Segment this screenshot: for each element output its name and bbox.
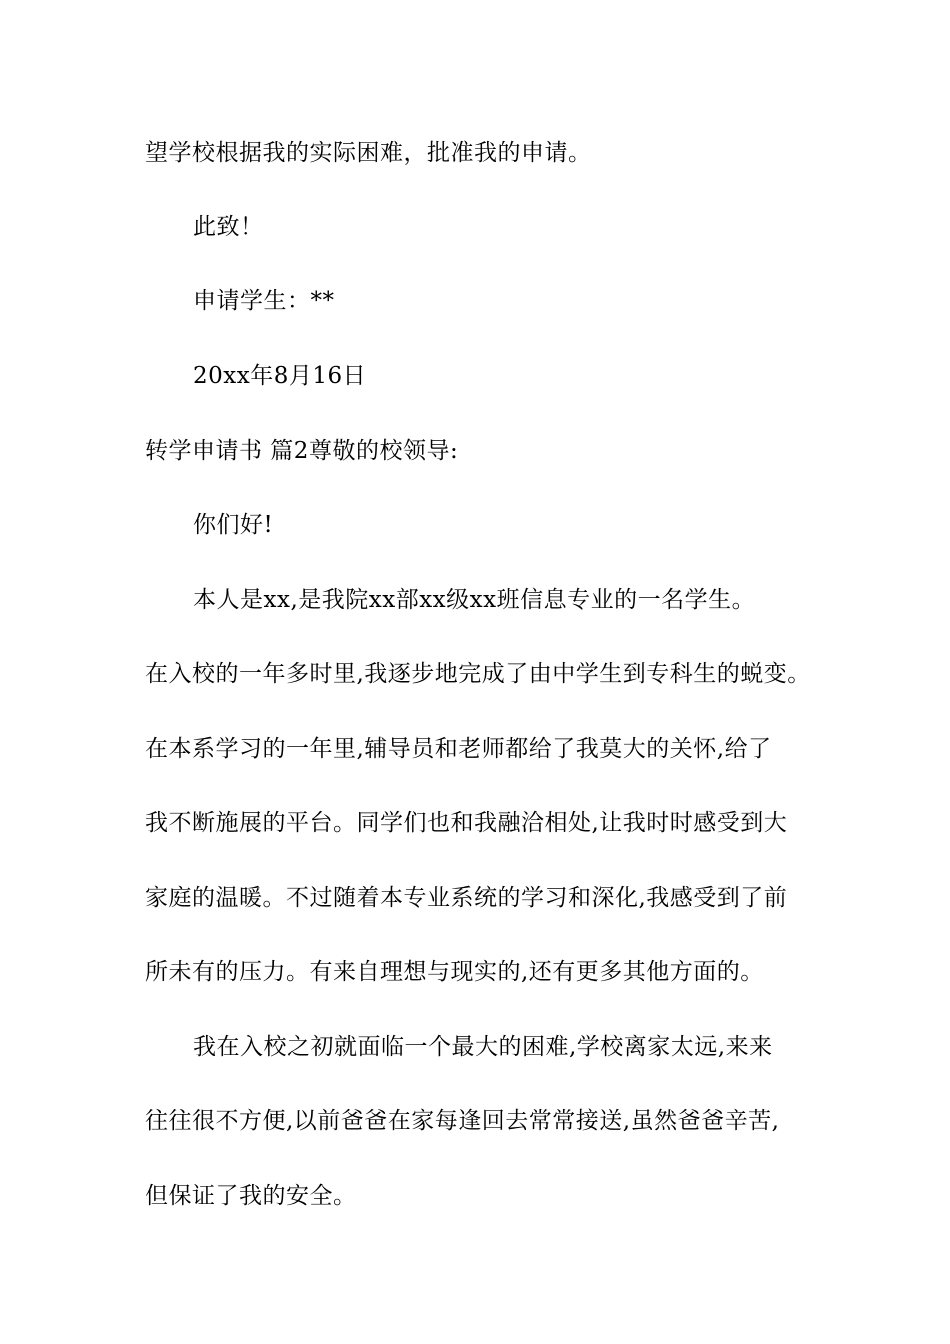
text-line-date: 20xx年8月16日 bbox=[193, 363, 367, 389]
text-line-closing: 此致！ bbox=[193, 214, 264, 240]
section-heading: 转学申请书 篇2尊敬的校领导: bbox=[145, 438, 459, 464]
paragraph-1-line-5: 家庭的温暖。不过随着本专业系统的学习和深化,我感受到了前 bbox=[145, 885, 788, 911]
paragraph-1-line-2: 在入校的一年多时里,我逐步地完成了由中学生到专科生的蜕变。 bbox=[145, 661, 811, 687]
paragraph-1-line-3: 在本系学习的一年里,辅导员和老师都给了我莫大的关怀,给了 bbox=[145, 736, 772, 762]
paragraph-1-line-1: 本人是xx,是我院xx部xx级xx班信息专业的一名学生。 bbox=[193, 587, 756, 613]
paragraph-1-line-4: 我不断施展的平台。同学们也和我融洽相处,让我时时感受到大 bbox=[145, 810, 788, 836]
paragraph-2-line-2: 往往很不方便,以前爸爸在家每逢回去常常接送,虽然爸爸辛苦, bbox=[145, 1108, 780, 1134]
text-line-1: 望学校根据我的实际困难，批准我的申请。 bbox=[145, 140, 592, 166]
paragraph-2-line-3: 但保证了我的安全。 bbox=[145, 1183, 357, 1209]
text-line-applicant: 申请学生：** bbox=[193, 288, 335, 314]
paragraph-1-line-6: 所未有的压力。有来自理想与现实的,还有更多其他方面的。 bbox=[145, 959, 764, 985]
text-line-greeting: 你们好! bbox=[193, 512, 274, 538]
paragraph-2-line-1: 我在入校之初就面临一个最大的困难,学校离家太远,来来 bbox=[193, 1034, 773, 1060]
